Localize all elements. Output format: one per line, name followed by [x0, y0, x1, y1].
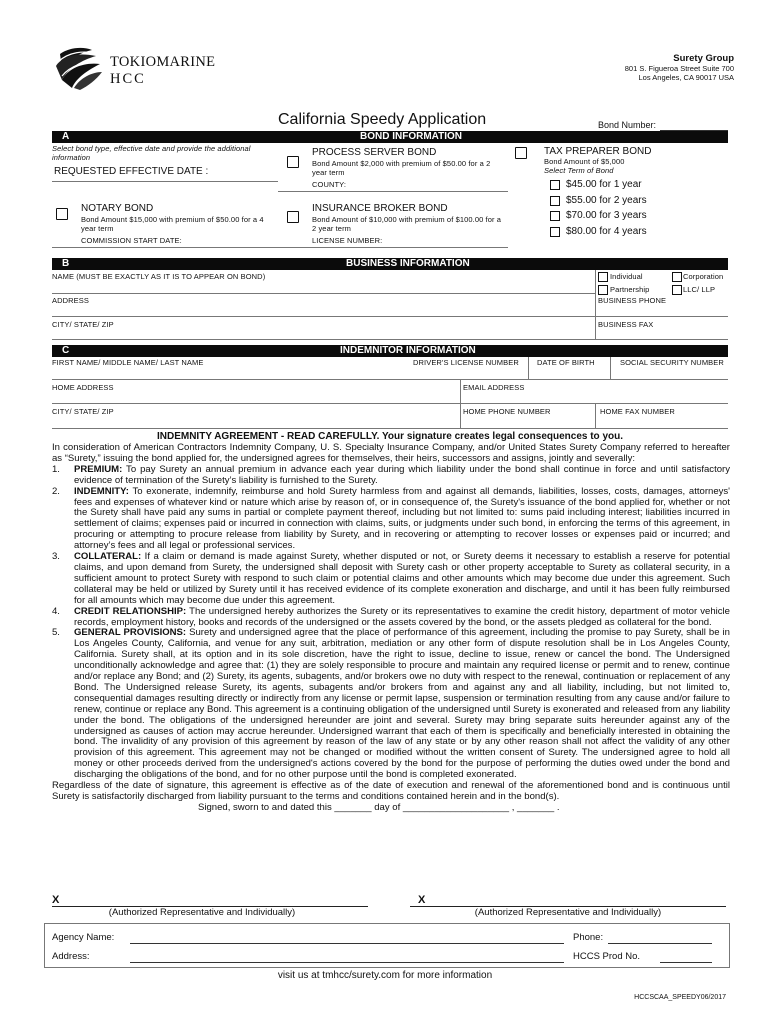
section-b-letter: B: [52, 258, 288, 270]
term-1-year-checkbox[interactable]: [550, 180, 560, 190]
address-label: ADDRESS: [52, 296, 89, 305]
corporation-label: Corporation: [683, 272, 724, 281]
llc-llp-checkbox[interactable]: [672, 285, 682, 295]
business-fax-label: BUSINESS FAX: [598, 320, 654, 329]
item-lead: PREMIUM:: [74, 463, 123, 475]
item-number: 5.: [52, 627, 60, 639]
item-lead: COLLATERAL:: [74, 551, 142, 563]
logo-line-2: HCC: [110, 71, 146, 87]
drivers-license-label: DRIVER'S LICENSE NUMBER: [413, 358, 519, 367]
item-lead: GENERAL PROVISIONS:: [74, 627, 187, 639]
process-server-checkbox[interactable]: [287, 156, 299, 168]
tax-preparer-checkbox[interactable]: [515, 147, 527, 159]
business-information-bar: BUSINESS INFORMATION: [278, 258, 728, 270]
form-id: HCCSCAA_SPEEDY06/2017: [634, 994, 726, 1001]
agreement-item-indemnity: [52, 487, 730, 552]
commission-start-date-field[interactable]: [52, 247, 278, 248]
divider: [460, 380, 461, 428]
insurance-broker-title: INSURANCE BROKER BOND: [312, 203, 448, 214]
item-lead: CREDIT RELATIONSHIP:: [74, 605, 187, 617]
item-number: 2.: [52, 485, 60, 497]
section-a-letter: A: [52, 131, 288, 143]
process-server-desc: Bond Amount $2,000 with premium of $50.00 for a 2 year term: [312, 159, 491, 177]
indemnitor-name-field[interactable]: [52, 379, 728, 380]
footer-visit: visit us at tmhcc/surety.com for more information: [277, 970, 493, 981]
indemnitor-city-field[interactable]: [52, 428, 728, 429]
term-1-year-label: $45.00 for 1 year: [566, 179, 642, 190]
sworn-line: Signed, sworn to and dated this _______ day of ____________________ , _______ .: [198, 801, 560, 813]
agreement-item-collateral: [52, 552, 730, 607]
llc-llp-label: LLC/ LLP: [683, 285, 716, 294]
corporation-checkbox[interactable]: [672, 272, 682, 282]
agency-address-field[interactable]: [130, 962, 564, 963]
signature-mark-left: X: [52, 894, 60, 906]
business-name-field[interactable]: [52, 293, 595, 294]
agreement-item-credit: [52, 607, 730, 629]
business-name-label: NAME (MUST BE EXACTLY AS IT IS TO APPEAR ON BOND): [52, 272, 266, 281]
partnership-checkbox[interactable]: [598, 285, 608, 295]
signature-caption-right: (Authorized Representative and Individually): [474, 907, 662, 918]
individual-label: Individual: [610, 272, 643, 281]
logo-line-1: TOKIOMARINE: [110, 54, 216, 70]
notary-desc: Bond Amount $15,000 with premium of $50.00 for a 4 year term: [81, 215, 264, 233]
item-text: To exonerate, indemnify, reimburse and hold Surety harmless from and against all demands, liabilities, losses, costs, damages, attorneys' fees and expenses of whatever kind or nature which arise by reason of, or in consequence of, the Surety's issuance of the bond applied for, whether or not the Surety shall have paid any sums in partial or complete payment thereof, including but not limited to: sums paid including interest; liabilities incurred in settlement of claims; expenses paid or incurred in connection with claims, suits, or judgments under such bond, in enforcing the terms of this agreement, in procuring or attempting to procure release from liability by Surety, and in recovering or attempting to recover losses or expenses paid or incurred; and attorney’s fees and all legal or professional services.: [74, 485, 730, 552]
address-line-1: 801 S. Figueroa Street Suite 700: [624, 64, 734, 73]
county-field[interactable]: [278, 191, 508, 192]
license-number-field[interactable]: [278, 247, 508, 248]
section-c-letter: C: [52, 345, 288, 357]
notary-title: NOTARY BOND: [81, 203, 154, 214]
email-label: EMAIL ADDRESS: [463, 383, 525, 392]
notary-checkbox[interactable]: [56, 208, 68, 220]
divider: [595, 270, 596, 339]
prod-number-label: HCCS Prod No.: [573, 951, 641, 962]
bond-instruction: Select bond type, effective date and provide the additional information: [52, 144, 251, 162]
process-server-title: PROCESS SERVER BOND: [312, 147, 437, 158]
home-phone-label: HOME PHONE NUMBER: [463, 407, 551, 416]
divider: [595, 404, 596, 428]
phone-label: Phone:: [573, 932, 604, 943]
tax-preparer-desc-2: Select Term of Bond: [544, 166, 614, 175]
indemnitor-name-label: FIRST NAME/ MIDDLE NAME/ LAST NAME: [52, 358, 204, 367]
term-2-years-checkbox[interactable]: [550, 196, 560, 206]
tax-preparer-title: TAX PREPARER BOND: [544, 146, 652, 157]
item-number: 1.: [52, 463, 60, 475]
signature-caption-left: (Authorized Representative and Individually): [108, 907, 296, 918]
phone-field[interactable]: [608, 943, 712, 944]
item-text: Surety and undersigned agree that the place of performance of this agreement, including the promise to pay Surety, shall be in Los Angeles County, California, and venue for any suit, arbitration, mediation or any other form of dispute resolution shall be in Los Angeles County, California. Surety shall, at its option and in its sole discretion, have the right to issue, decline to issue, renew or cancel the bond. The Undersigned unconditionally acknowledge and agree that: (1) they are solely responsible to procure and maintain any required license or permit and to renew, continue and/or replace any Bond; and (2) Surety, its agents, subagents, and/or brokers owe no duty with respect to the renewal, continuation or replacement of any Bond. The Undersigned release Surety, its agents, subagents and/or brokers from and against any and all liability, including, but not limited to, consequential damages resulting directly or indirectly from any license or permit lapse, suspension or termination resulting from any cause and/or failure to renew, continue or replace any Bond. This agreement is a continuing obligation of the undersigned until Surety is exonerated and released from any liability under the bond. The obligations of the undersigned hereunder are joint and several. Surety may bring separate suits hereunder against any of the undersigned as causes of action may accrue hereunder. Undersigned warrant that each of them is specifically and beneficially interested in obtaining the bond. The invalidity of any provision of this agreement by reason of the law of any state or by any other reason shall not affect the validity of any other provision of this agreement. This agreement may not be changed or modified without the written consent of Surety. The undersigned agree to hold all money or other proceeds derived from the undersigned's actions covered by the bond for the purpose of performing the duties owed under the bond and discharging the obligations of the bond, and for no other purpose until the bond is completed exonerated.: [74, 627, 730, 781]
tax-preparer-desc-1: Bond Amount of $5,000: [544, 157, 625, 166]
partnership-label: Partnership: [610, 285, 650, 294]
divider: [528, 357, 529, 379]
signature-mark-right: X: [418, 894, 426, 906]
agreement-intro: In consideration of American Contractors Indemnity Company, U. S. Specialty Insurance Company, and/or United States Surety Company referred to hereafter as “Surety,” issuing the bond applied for, the undersigned agrees for themselves, their heirs, successors and assigns, jointly and severally:: [52, 442, 730, 464]
county-label: COUNTY:: [312, 180, 347, 189]
address-field[interactable]: [52, 316, 728, 317]
item-lead: INDEMNITY:: [74, 485, 129, 497]
effective-date-field[interactable]: [52, 181, 278, 182]
term-3-years-label: $70.00 for 3 years: [566, 210, 647, 221]
home-address-label: HOME ADDRESS: [52, 383, 114, 392]
bond-information-bar: BOND INFORMATION: [278, 131, 728, 143]
indemnitor-city-label: CITY/ STATE/ ZIP: [52, 407, 114, 416]
agreement-item-general: [52, 628, 730, 781]
agreement-closing: Regardless of the date of signature, this agreement is effective as of the date of execution and renewal of the aforementioned bond and is continuous until Surety is satisfactorily discharged from liability pursuant to the terms and conditions contained herein and in the bond(s).: [52, 780, 730, 802]
term-3-years-checkbox[interactable]: [550, 211, 560, 221]
prod-number-field[interactable]: [660, 962, 712, 963]
item-text: The undersigned hereby authorizes the Surety or its representatives to examine the credit history, department of motor vehicle records, employment history, books and records of the undersigned or the assets covered by the bond, or the assets pledged as collateral for the bond.: [74, 605, 730, 628]
agency-name-field[interactable]: [130, 943, 564, 944]
address-line-2: Los Angeles, CA 90017 USA: [638, 73, 734, 82]
term-2-years-label: $55.00 for 2 years: [566, 195, 647, 206]
agreement-item-premium: [52, 465, 730, 487]
individual-checkbox[interactable]: [598, 272, 608, 282]
business-phone-label: BUSINESS PHONE: [598, 296, 667, 305]
home-address-field[interactable]: [52, 403, 728, 404]
indemnitor-information-bar: INDEMNITOR INFORMATION: [278, 345, 728, 357]
insurance-broker-checkbox[interactable]: [287, 211, 299, 223]
date-of-birth-label: DATE OF BIRTH: [537, 358, 595, 367]
item-text: If a claim or demand is made against Surety, whether disputed or not, or Surety deems it necessary to establish a reserve for potential claims, and upon demand from Surety, the undersigned shall deposit with Surety cash or other property acceptable to Surety as collateral security, in a sufficient amount to protect Surety with respond to such claim or potential claims and other amounts which may become due under this agreement. Such collateral may be held or utilized by Surety until it has received evidence of its complete exoneration and discharge, and until it has been fully reimbursed for all amounts which may become due under this agreement.: [74, 551, 730, 606]
term-4-years-checkbox[interactable]: [550, 227, 560, 237]
company-address: [625, 53, 734, 82]
effective-date-label: REQUESTED EFFECTIVE DATE :: [54, 166, 209, 177]
divider: [610, 357, 611, 379]
city-state-zip-field[interactable]: [52, 339, 728, 340]
commission-start-date-label: COMMISSION START DATE:: [81, 236, 182, 245]
item-number: 4.: [52, 605, 60, 617]
agency-address-label: Address:: [52, 951, 90, 962]
term-4-years-label: $80.00 for 4 years: [566, 226, 647, 237]
city-state-zip-label: CITY/ STATE/ ZIP: [52, 320, 114, 329]
bond-number-label: Bond Number:: [598, 120, 657, 130]
item-text: To pay Surety an annual premium in advance each year during which liability under the bond shall continue in force and until satisfactory evidence of termination of the Surety’s liability is furnished to the Surety.: [74, 463, 730, 486]
ssn-label: SOCIAL SECURITY NUMBER: [620, 358, 724, 367]
page-title: California Speedy Application: [278, 111, 487, 128]
home-fax-label: HOME FAX NUMBER: [600, 407, 675, 416]
insurance-broker-desc: Bond Amount of $10,000 with premium of $100.00 for a 2 year term: [312, 215, 502, 233]
agreement-body: [52, 443, 730, 814]
tokio-marine-globe-icon: [52, 40, 104, 92]
agreement-heading: INDEMNITY AGREEMENT - READ CAREFULLY. Your signature creates legal consequences to you.: [156, 431, 624, 442]
agency-name-label: Agency Name:: [52, 932, 115, 943]
item-number: 3.: [52, 551, 60, 563]
company-name: Surety Group: [673, 53, 734, 64]
company-logo: [52, 40, 227, 95]
license-number-label: LICENSE NUMBER:: [312, 236, 383, 245]
